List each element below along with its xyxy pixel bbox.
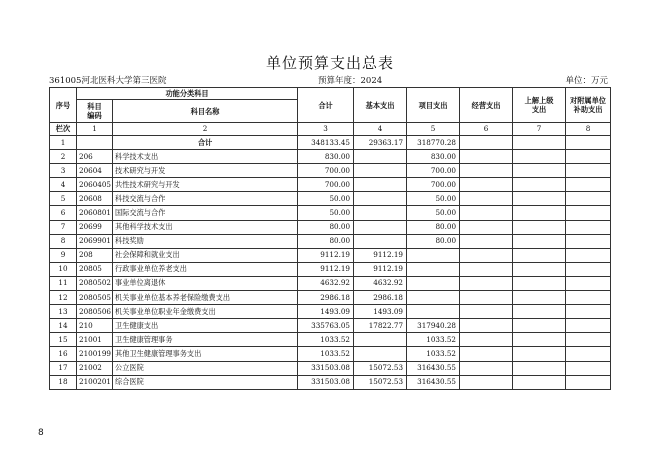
row-code: 208 xyxy=(77,248,113,262)
row-subsidy xyxy=(566,248,611,262)
row-code: 21002 xyxy=(77,361,113,375)
row-project: 1033.52 xyxy=(407,333,460,347)
table-row xyxy=(50,150,611,164)
row-operating xyxy=(460,234,513,248)
row-name: 共性技术研究与开发 xyxy=(113,178,298,192)
table-row xyxy=(50,305,611,319)
page-number: 8 xyxy=(38,428,44,438)
row-operating xyxy=(460,276,513,290)
row-operating xyxy=(460,248,513,262)
row-total: 4632.92 xyxy=(298,276,354,290)
row-subsidy xyxy=(566,305,611,319)
row-total: 348133.45 xyxy=(298,136,354,150)
header-code: 科目 编码 xyxy=(77,100,113,123)
row-seq: 11 xyxy=(50,276,77,290)
row-upper xyxy=(513,150,566,164)
column-index: 6 xyxy=(460,123,513,136)
row-name: 事业单位离退休 xyxy=(113,276,298,290)
row-operating xyxy=(460,347,513,361)
row-total: 80.00 xyxy=(298,220,354,234)
row-seq: 2 xyxy=(50,150,77,164)
row-project: 80.00 xyxy=(407,234,460,248)
row-name: 国际交流与合作 xyxy=(113,206,298,220)
row-project xyxy=(407,305,460,319)
row-code: 210 xyxy=(77,319,113,333)
row-upper xyxy=(513,319,566,333)
row-basic xyxy=(354,192,407,206)
row-code: 2080506 xyxy=(77,305,113,319)
table-row xyxy=(50,164,611,178)
row-upper xyxy=(513,192,566,206)
row-subsidy xyxy=(566,192,611,206)
row-project: 316430.55 xyxy=(407,375,460,389)
row-project xyxy=(407,262,460,276)
row-name: 卫生健康管理事务 xyxy=(113,333,298,347)
row-code: 2100199 xyxy=(77,347,113,361)
row-basic xyxy=(354,150,407,164)
row-name: 公立医院 xyxy=(113,361,298,375)
row-name: 综合医院 xyxy=(113,375,298,389)
row-upper xyxy=(513,291,566,305)
row-project: 700.00 xyxy=(407,178,460,192)
row-code: 20699 xyxy=(77,220,113,234)
header-upper: 上解上级 支出 xyxy=(513,88,566,123)
row-subsidy xyxy=(566,291,611,305)
row-subsidy xyxy=(566,262,611,276)
row-total: 50.00 xyxy=(298,192,354,206)
row-basic xyxy=(354,333,407,347)
column-index: 2 xyxy=(113,123,298,136)
row-name: 机关事业单位基本养老保险缴费支出 xyxy=(113,291,298,305)
header-seq: 序号 xyxy=(50,88,77,123)
row-basic: 4632.92 xyxy=(354,276,407,290)
row-code: 20608 xyxy=(77,192,113,206)
row-name: 机关事业单位职业年金缴费支出 xyxy=(113,305,298,319)
row-seq: 12 xyxy=(50,291,77,305)
row-basic: 29363.17 xyxy=(354,136,407,150)
row-total: 700.00 xyxy=(298,164,354,178)
table-row xyxy=(50,375,611,389)
row-seq: 7 xyxy=(50,220,77,234)
row-code: 20805 xyxy=(77,262,113,276)
row-operating xyxy=(460,150,513,164)
row-total: 9112.19 xyxy=(298,248,354,262)
table-row xyxy=(50,347,611,361)
row-project: 700.00 xyxy=(407,164,460,178)
table-row xyxy=(50,361,611,375)
row-total: 1493.09 xyxy=(298,305,354,319)
row-basic: 2986.18 xyxy=(354,291,407,305)
column-index: 8 xyxy=(566,123,611,136)
row-basic: 1493.09 xyxy=(354,305,407,319)
row-code: 2060801 xyxy=(77,206,113,220)
row-code: 2060405 xyxy=(77,178,113,192)
row-subsidy xyxy=(566,234,611,248)
row-name: 科技交流与合作 xyxy=(113,192,298,206)
row-project: 316430.55 xyxy=(407,361,460,375)
row-total: 9112.19 xyxy=(298,262,354,276)
row-name: 其他卫生健康管理事务支出 xyxy=(113,347,298,361)
row-operating xyxy=(460,375,513,389)
row-upper xyxy=(513,305,566,319)
row-project xyxy=(407,291,460,305)
row-basic xyxy=(354,164,407,178)
row-subsidy xyxy=(566,206,611,220)
column-index: 3 xyxy=(298,123,354,136)
row-basic: 15072.53 xyxy=(354,375,407,389)
row-seq: 10 xyxy=(50,262,77,276)
header-name: 科目名称 xyxy=(113,100,298,123)
row-subsidy xyxy=(566,375,611,389)
row-total: 335763.05 xyxy=(298,319,354,333)
row-seq: 14 xyxy=(50,319,77,333)
table-row xyxy=(50,262,611,276)
table-row xyxy=(50,291,611,305)
row-operating xyxy=(460,305,513,319)
row-project xyxy=(407,276,460,290)
row-upper xyxy=(513,136,566,150)
currency-unit: 单位：万元 xyxy=(565,76,608,86)
row-code xyxy=(77,136,113,150)
row-operating xyxy=(460,164,513,178)
row-basic xyxy=(354,206,407,220)
row-total: 331503.08 xyxy=(298,361,354,375)
row-seq: 15 xyxy=(50,333,77,347)
row-total: 80.00 xyxy=(298,234,354,248)
table-title: 单位预算支出总表 xyxy=(265,54,394,72)
header-subsidy: 对附属单位 补助支出 xyxy=(566,88,611,123)
row-total: 700.00 xyxy=(298,178,354,192)
row-basic: 15072.53 xyxy=(354,361,407,375)
row-seq: 8 xyxy=(50,234,77,248)
row-basic: 9112.19 xyxy=(354,262,407,276)
row-total: 1033.52 xyxy=(298,333,354,347)
column-index-row xyxy=(50,123,611,136)
column-index-label: 栏次 xyxy=(50,123,77,136)
row-code: 20604 xyxy=(77,164,113,178)
row-project: 80.00 xyxy=(407,220,460,234)
row-name: 技术研究与开发 xyxy=(113,164,298,178)
table-row xyxy=(50,333,611,347)
column-index: 7 xyxy=(513,123,566,136)
row-name: 社会保障和就业支出 xyxy=(113,248,298,262)
row-upper xyxy=(513,164,566,178)
row-seq: 17 xyxy=(50,361,77,375)
row-operating xyxy=(460,192,513,206)
row-basic xyxy=(354,220,407,234)
row-seq: 3 xyxy=(50,164,77,178)
row-upper xyxy=(513,178,566,192)
unit-name: 361005河北医科大学第三医院 xyxy=(49,76,167,86)
row-code: 206 xyxy=(77,150,113,164)
row-code: 2069901 xyxy=(77,234,113,248)
table-row xyxy=(50,192,611,206)
row-upper xyxy=(513,262,566,276)
column-index: 4 xyxy=(354,123,407,136)
header-func-class: 功能分类科目 xyxy=(77,88,298,100)
row-basic xyxy=(354,178,407,192)
row-operating xyxy=(460,136,513,150)
row-operating xyxy=(460,220,513,234)
table-row xyxy=(50,319,611,333)
table-row xyxy=(50,136,611,150)
row-seq: 16 xyxy=(50,347,77,361)
row-name: 合计 xyxy=(113,136,298,150)
row-subsidy xyxy=(566,220,611,234)
row-code: 2100201 xyxy=(77,375,113,389)
row-operating xyxy=(460,319,513,333)
row-code: 2080502 xyxy=(77,276,113,290)
row-subsidy xyxy=(566,164,611,178)
row-project: 50.00 xyxy=(407,206,460,220)
row-code: 2080505 xyxy=(77,291,113,305)
row-seq: 4 xyxy=(50,178,77,192)
column-index: 1 xyxy=(77,123,113,136)
row-seq: 9 xyxy=(50,248,77,262)
row-basic: 9112.19 xyxy=(354,248,407,262)
header-project: 项目支出 xyxy=(407,88,460,123)
table-row xyxy=(50,234,611,248)
row-total: 2986.18 xyxy=(298,291,354,305)
row-subsidy xyxy=(566,178,611,192)
row-seq: 1 xyxy=(50,136,77,150)
row-name: 行政事业单位养老支出 xyxy=(113,262,298,276)
row-upper xyxy=(513,234,566,248)
table-row xyxy=(50,220,611,234)
row-name: 科技奖励 xyxy=(113,234,298,248)
row-operating xyxy=(460,291,513,305)
table-row xyxy=(50,248,611,262)
row-code: 21001 xyxy=(77,333,113,347)
row-seq: 5 xyxy=(50,192,77,206)
row-seq: 6 xyxy=(50,206,77,220)
row-upper xyxy=(513,220,566,234)
header-total: 合计 xyxy=(298,88,354,123)
row-subsidy xyxy=(566,361,611,375)
row-name: 其他科学技术支出 xyxy=(113,220,298,234)
row-seq: 18 xyxy=(50,375,77,389)
row-project: 830.00 xyxy=(407,150,460,164)
row-upper xyxy=(513,276,566,290)
row-operating xyxy=(460,333,513,347)
column-index: 5 xyxy=(407,123,460,136)
row-project: 50.00 xyxy=(407,192,460,206)
row-total: 331503.08 xyxy=(298,375,354,389)
row-operating xyxy=(460,361,513,375)
header-operating: 经营支出 xyxy=(460,88,513,123)
header-row-1 xyxy=(50,88,611,100)
row-total: 830.00 xyxy=(298,150,354,164)
row-total: 1033.52 xyxy=(298,347,354,361)
row-project: 318770.28 xyxy=(407,136,460,150)
row-project: 1033.52 xyxy=(407,347,460,361)
row-subsidy xyxy=(566,333,611,347)
row-subsidy xyxy=(566,276,611,290)
row-upper xyxy=(513,361,566,375)
row-subsidy xyxy=(566,319,611,333)
row-upper xyxy=(513,206,566,220)
row-subsidy xyxy=(566,136,611,150)
budget-expenditure-table xyxy=(49,87,611,390)
row-subsidy xyxy=(566,347,611,361)
header-basic: 基本支出 xyxy=(354,88,407,123)
row-seq: 13 xyxy=(50,305,77,319)
row-basic: 17822.77 xyxy=(354,319,407,333)
row-basic xyxy=(354,347,407,361)
table-row xyxy=(50,178,611,192)
row-basic xyxy=(354,234,407,248)
row-subsidy xyxy=(566,150,611,164)
table-row xyxy=(50,206,611,220)
row-name: 科学技术支出 xyxy=(113,150,298,164)
row-project xyxy=(407,248,460,262)
row-upper xyxy=(513,248,566,262)
row-operating xyxy=(460,178,513,192)
row-operating xyxy=(460,206,513,220)
row-name: 卫生健康支出 xyxy=(113,319,298,333)
budget-year: 预算年度：2024 xyxy=(318,76,383,86)
row-project: 317940.28 xyxy=(407,319,460,333)
row-operating xyxy=(460,262,513,276)
row-upper xyxy=(513,375,566,389)
table-row xyxy=(50,276,611,290)
row-upper xyxy=(513,347,566,361)
row-upper xyxy=(513,333,566,347)
row-total: 50.00 xyxy=(298,206,354,220)
